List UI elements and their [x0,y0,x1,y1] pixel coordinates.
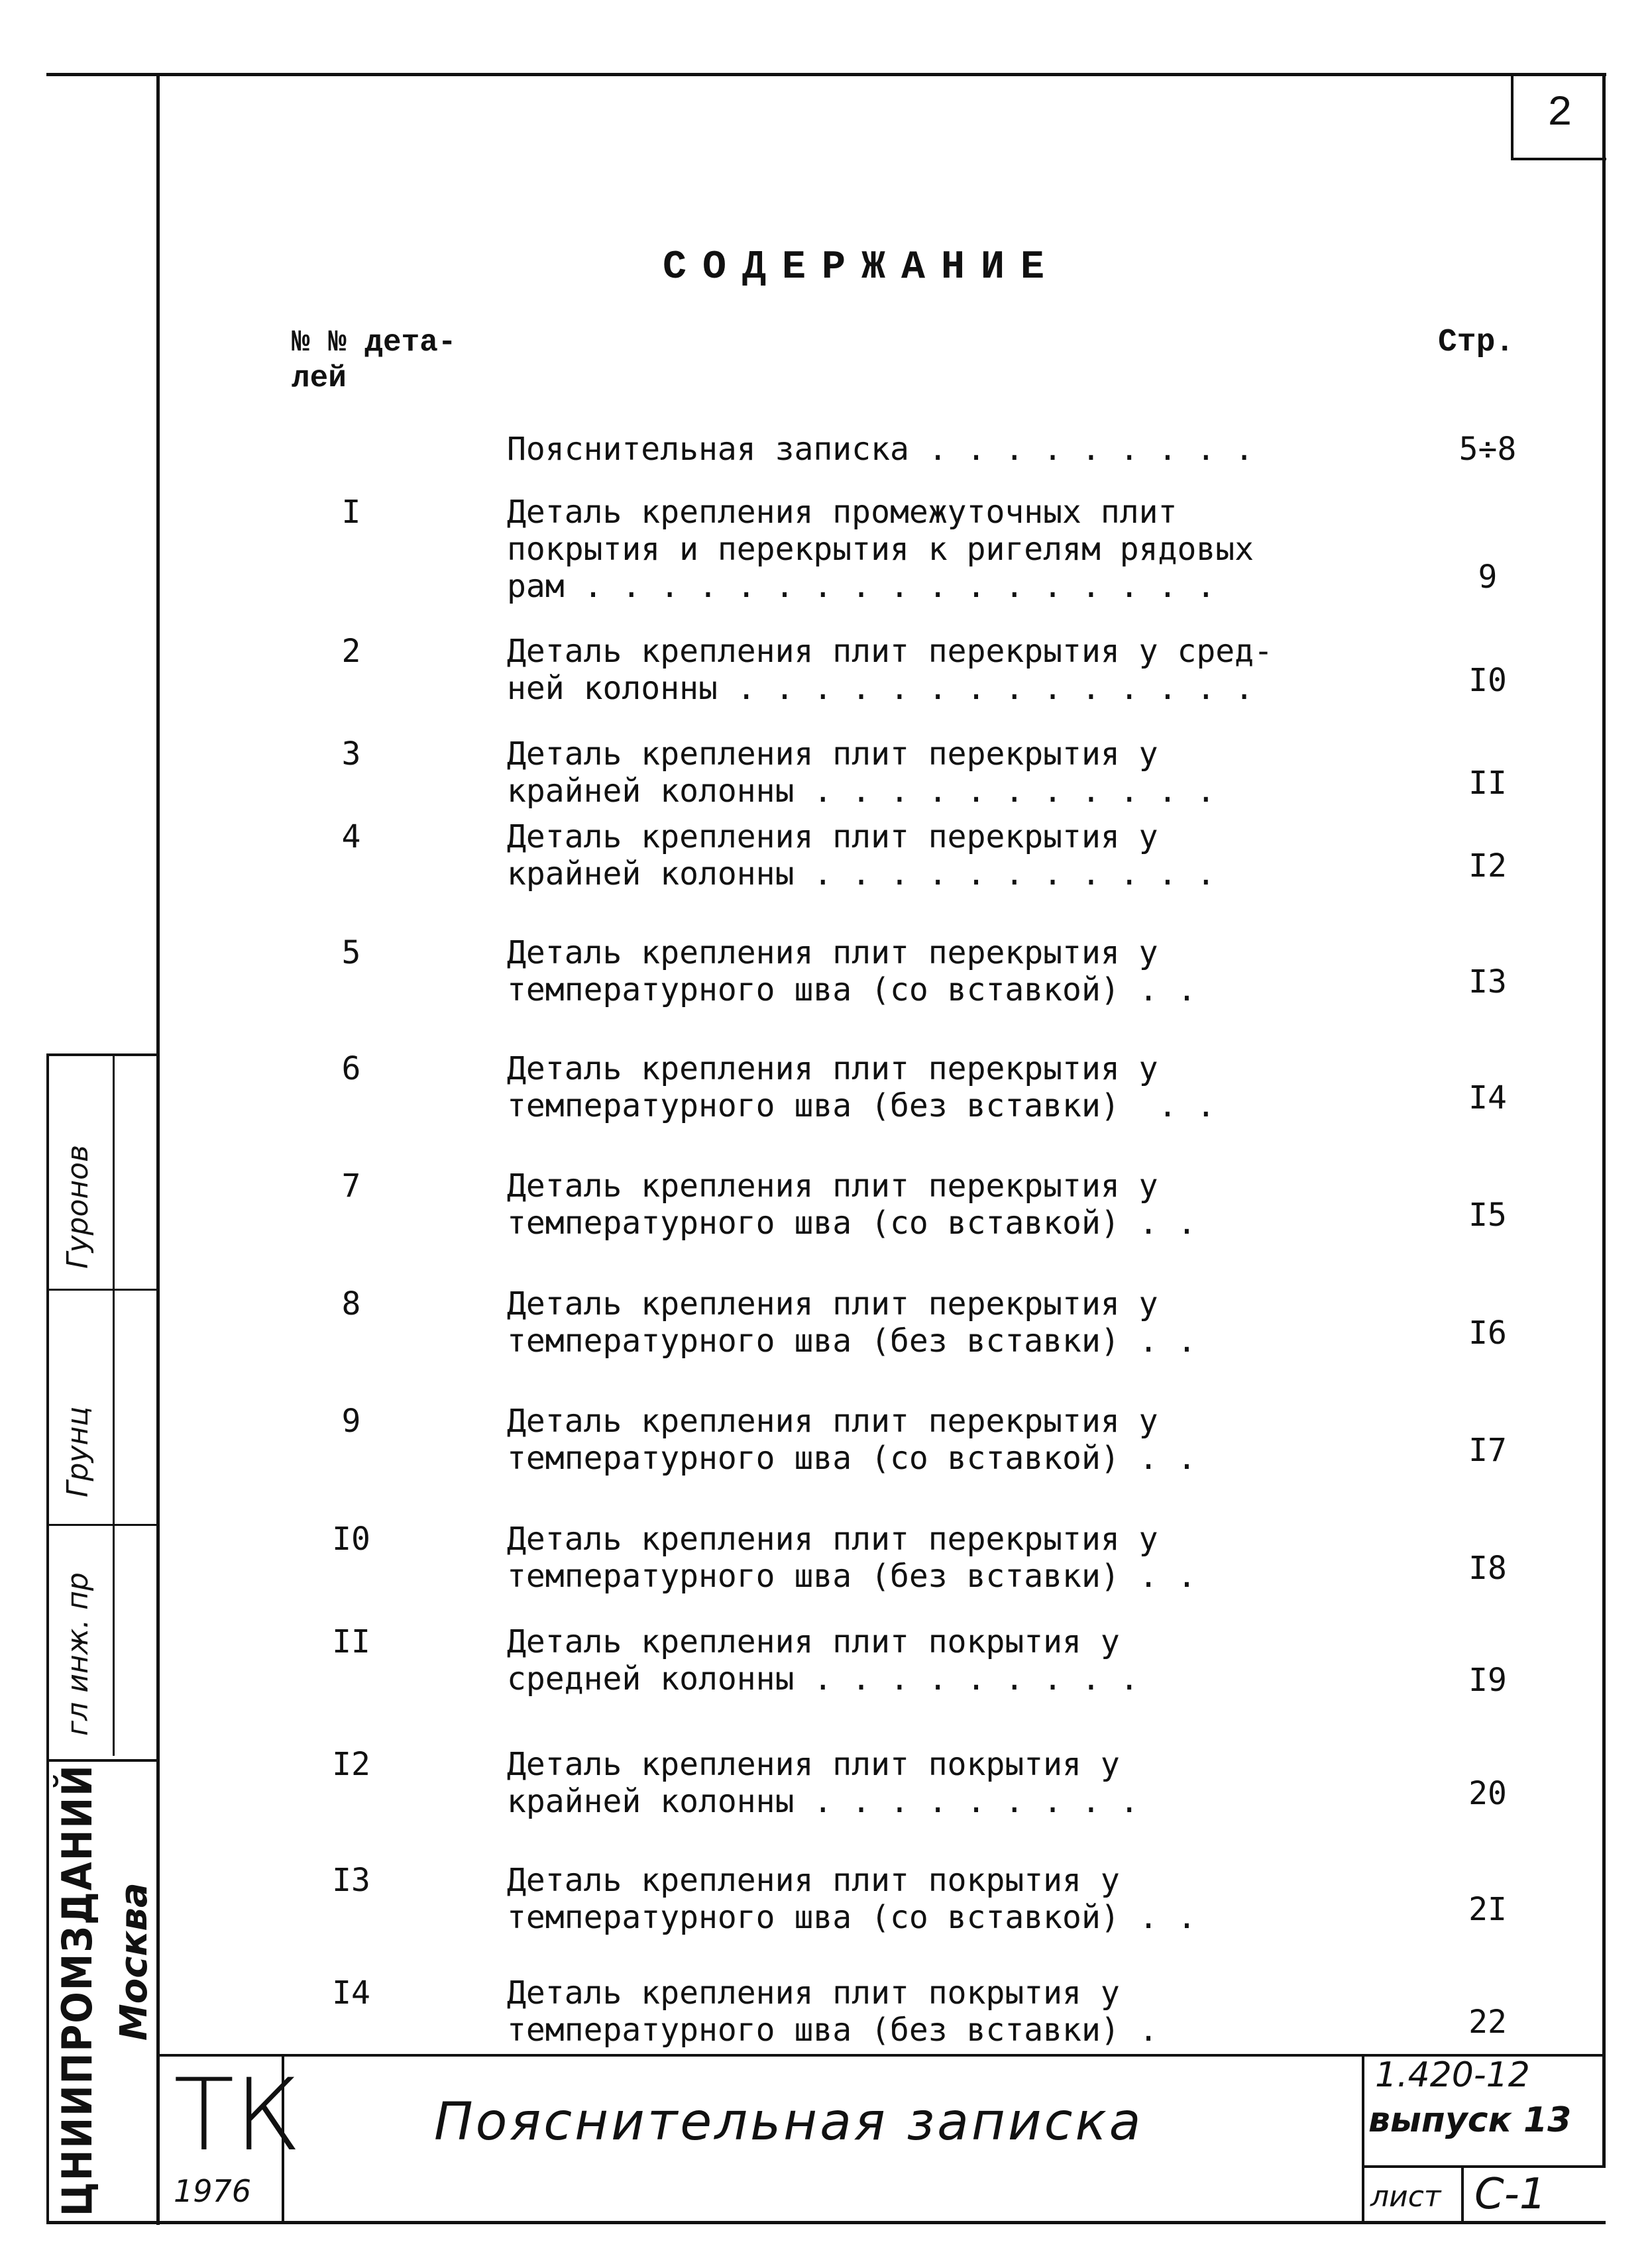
entry-number: 4 [341,818,361,855]
title-block-sheet-id: С-1 [1474,2170,1547,2219]
toc-entry [278,1746,1537,1825]
entry-text: Пояснительная записка . . . . . . . . . [507,431,1254,468]
toc-entry [278,735,1537,815]
page-number: 2 [1547,90,1573,138]
entry-number: I [341,494,361,531]
entry-number: I4 [332,1974,370,2012]
document-title: СОДЕРЖАНИЕ [662,245,1061,290]
entry-page: 22 [1468,2004,1507,2041]
entry-page: 2I [1468,1891,1507,1928]
title-block-year: 1976 [174,2173,252,2209]
entry-number: II [332,1623,370,1660]
entry-page: I5 [1468,1197,1507,1234]
entry-text: Деталь крепления плит перекрытия у температурного шва (без вставки) . . [507,1285,1197,1360]
title-block-org-code: ТК [174,2058,302,2173]
entry-number: I2 [332,1746,370,1783]
entry-text: Деталь крепления промежуточных плит покрытия и перекрытия к ригелям рядовых рам . . . . . . . . . . . . . . . . . [507,494,1254,605]
entry-number: 2 [341,633,361,670]
title-block-right-divider [1362,2054,1364,2224]
entry-page: I8 [1468,1550,1507,1587]
entry-number: 3 [341,735,361,773]
entry-number: 7 [341,1167,361,1205]
toc-entry [278,1167,1537,1247]
title-block-sheet-divider-h [1362,2165,1606,2168]
entry-page: 9 [1478,559,1498,596]
entry-text: Деталь крепления плит перекрытия у крайней колонны . . . . . . . . . . . [507,818,1216,892]
entry-text: Деталь крепления плит покрытия у крайней колонны . . . . . . . . . [507,1746,1139,1820]
entry-text: Деталь крепления плит перекрытия у крайней колонны . . . . . . . . . . . [507,735,1216,810]
entry-text: Деталь крепления плит покрытия у температурного шва (со вставкой) . . [507,1862,1197,1936]
entry-text: Деталь крепления плит покрытия у средней колонны . . . . . . . . . [507,1623,1139,1697]
entry-text: Деталь крепления плит перекрытия у температурного шва (со вставкой) . . [507,1167,1197,1242]
entry-page: I0 [1468,662,1507,699]
side-stamp-mid-line [113,1053,115,1756]
title-block-sheet-label: лист [1370,2180,1441,2214]
bottom-border-line [46,2221,1606,2224]
side-stamp-name-1: Грунц [61,1406,95,1497]
side-stamp-chief-engineer: гл инж. пр [61,1572,95,1736]
entry-page: 5÷8 [1459,431,1517,468]
top-border-line [46,73,1606,76]
entry-page: I3 [1468,963,1507,1000]
entry-number: 5 [341,934,361,971]
entry-number: 9 [341,1403,361,1440]
toc-entry [278,1974,1537,2054]
entry-text: Деталь крепления плит перекрытия у температурного шва (без вставки) . . [507,1050,1216,1124]
entry-page: I9 [1468,1662,1507,1699]
entry-text: Деталь крепления плит перекрытия у температурного шва (без вставки) . . [507,1521,1197,1595]
details-column-header: № № дета- лей [292,325,457,396]
title-block-sheet-divider-v [1461,2165,1464,2224]
side-stamp-div-1 [46,1289,159,1291]
title-block-series: 1.420-12 [1375,2055,1530,2095]
side-stamp-top [46,1053,159,1056]
entry-page: 20 [1468,1775,1507,1812]
side-stamp-org-name: ЦНИИПРОМЗДАНИЙ [53,1764,101,2216]
entry-number: I0 [332,1521,370,1558]
page-column-header: Стр. [1438,325,1515,360]
entry-page: I4 [1468,1079,1507,1116]
toc-entry [278,1623,1537,1703]
toc-entry [278,1521,1537,1600]
toc-entry [278,1285,1537,1365]
side-stamp-name-2: Гуронов [61,1144,95,1269]
toc-entry [278,934,1537,1014]
side-stamp-city: Москва [113,1882,156,2041]
side-stamp-div-3 [46,1759,159,1762]
toc-entry [278,633,1537,712]
entry-page: I6 [1468,1315,1507,1352]
side-stamp-outer-left [46,1053,49,2223]
entry-page: II [1468,765,1507,802]
toc-entry [278,494,1537,605]
entry-number: 8 [341,1285,361,1322]
entry-text: Деталь крепления плит перекрытия у температурного шва (со вставкой) . . [507,1403,1197,1477]
entry-text: Деталь крепления плит покрытия у температурного шва (без вставки) . [507,1974,1158,2049]
entry-page: I7 [1468,1432,1507,1469]
right-border-line [1602,73,1606,2167]
toc-entry [278,1862,1537,1941]
toc-entry [278,818,1537,898]
entry-page: I2 [1468,847,1507,885]
entry-number: I3 [332,1862,370,1899]
toc-entry [278,1403,1537,1482]
title-block-doc-title: Пояснительная записка [434,2092,1144,2152]
title-block-issue: выпуск 13 [1368,2100,1572,2140]
left-border-line [156,73,160,2225]
side-stamp-div-2 [46,1524,159,1526]
entry-text: Деталь крепления плит перекрытия у сред- ней колонны . . . . . . . . . . . . . . [507,633,1273,707]
toc-entry [278,1050,1537,1130]
entry-text: Деталь крепления плит перекрытия у температурного шва (со вставкой) . . [507,934,1197,1008]
entry-number: 6 [341,1050,361,1087]
